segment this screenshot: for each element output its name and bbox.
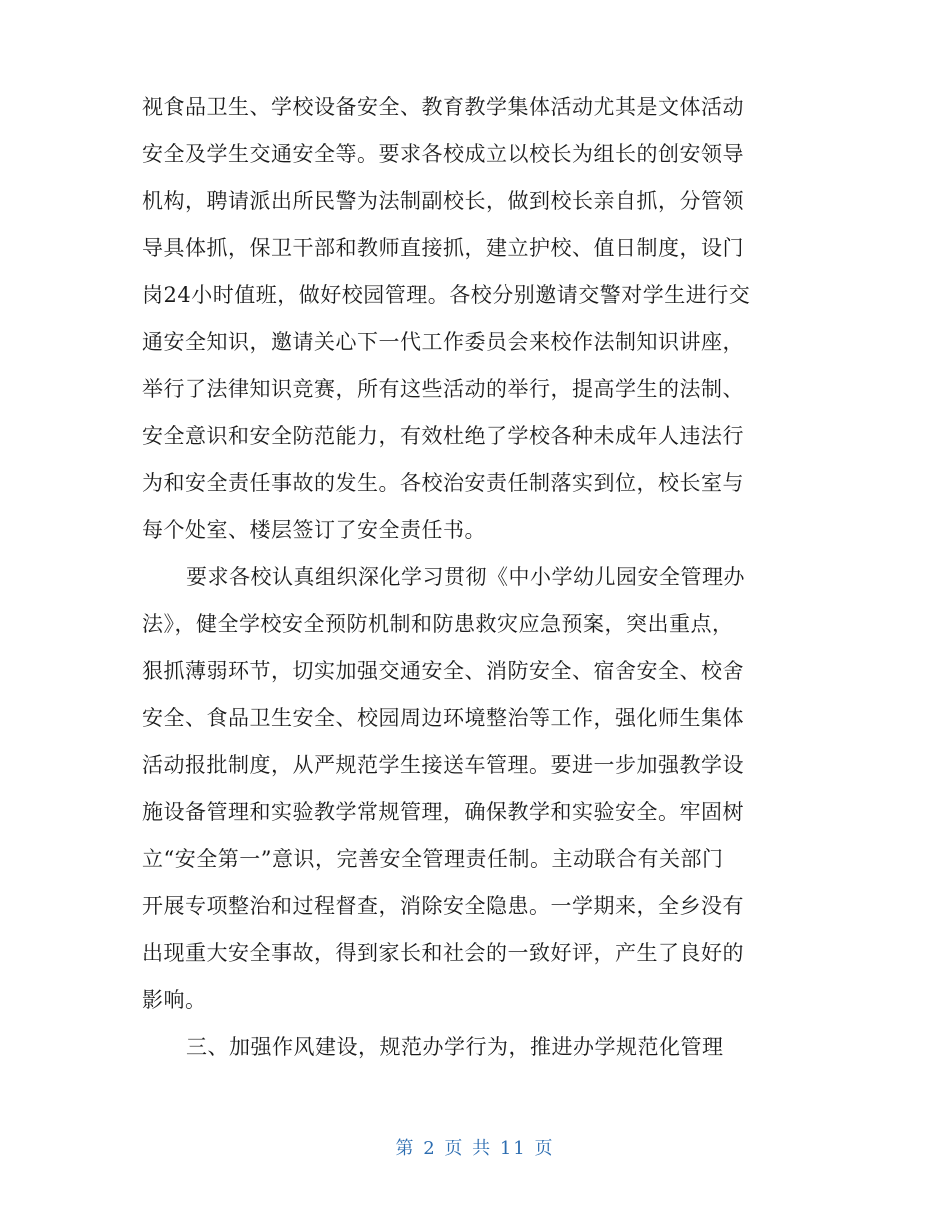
page-number-footer: 第 2 页 共 11 页 — [395, 1138, 555, 1159]
text-line: 法》，健全学校安全预防机制和防患救灾应急预案，突出重点， — [142, 612, 734, 636]
text-line: 举行了法律知识竞赛，所有这些活动的举行，提高学生的法制、 — [142, 377, 744, 401]
text-line: 安全及学生交通安全等。要求各校成立以校长为组长的创安领导 — [142, 142, 744, 166]
text-line: 影响。 — [142, 988, 207, 1012]
text-line: 施设备管理和实验教学常规管理，确保教学和实验安全。牢固树 — [142, 800, 744, 824]
text-line: 导具体抓，保卫干部和教师直接抓，建立护校、值日制度，设门 — [142, 236, 744, 260]
text-line: 活动报批制度，从严规范学生接送车管理。要进一步加强教学设 — [142, 753, 744, 777]
document-body — [142, 84, 812, 1071]
text-line: 安全、食品卫生安全、校园周边环境整治等工作，强化师生集体 — [142, 706, 744, 730]
text-line: 通安全知识，邀请关心下一代工作委员会来校作法制知识讲座， — [142, 330, 744, 354]
text-line: 岗24小时值班，做好校园管理。各校分别邀请交警对学生进行交 — [142, 283, 751, 307]
text-line: 为和安全责任事故的发生。各校治安责任制落实到位，校长室与 — [142, 471, 744, 495]
text-line: 视食品卫生、学校设备安全、教育教学集体活动尤其是文体活动 — [142, 95, 744, 119]
text-line: 安全意识和安全防范能力，有效杜绝了学校各种未成年人违法行 — [142, 424, 744, 448]
text-line: 每个处室、楼层签订了安全责任书。 — [142, 518, 486, 542]
text-line: 机构，聘请派出所民警为法制副校长，做到校长亲自抓，分管领 — [142, 189, 744, 213]
text-line: 立“安全第一”意识，完善安全管理责任制。主动联合有关部门 — [142, 847, 724, 871]
text-line: 出现重大安全事故，得到家长和社会的一致好评，产生了良好的 — [142, 941, 744, 965]
text-line: 开展专项整治和过程督查，消除安全隐患。一学期来，全乡没有 — [142, 894, 744, 918]
text-line: 狠抓薄弱环节，切实加强交通安全、消防安全、宿舍安全、校舍 — [142, 659, 744, 683]
paragraph-first-line: 要求各校认真组织深化学习贯彻《中小学幼儿园安全管理办 — [186, 565, 745, 589]
section-heading: 三、加强作风建设，规范办学行为，推进办学规范化管理 — [186, 1035, 724, 1059]
